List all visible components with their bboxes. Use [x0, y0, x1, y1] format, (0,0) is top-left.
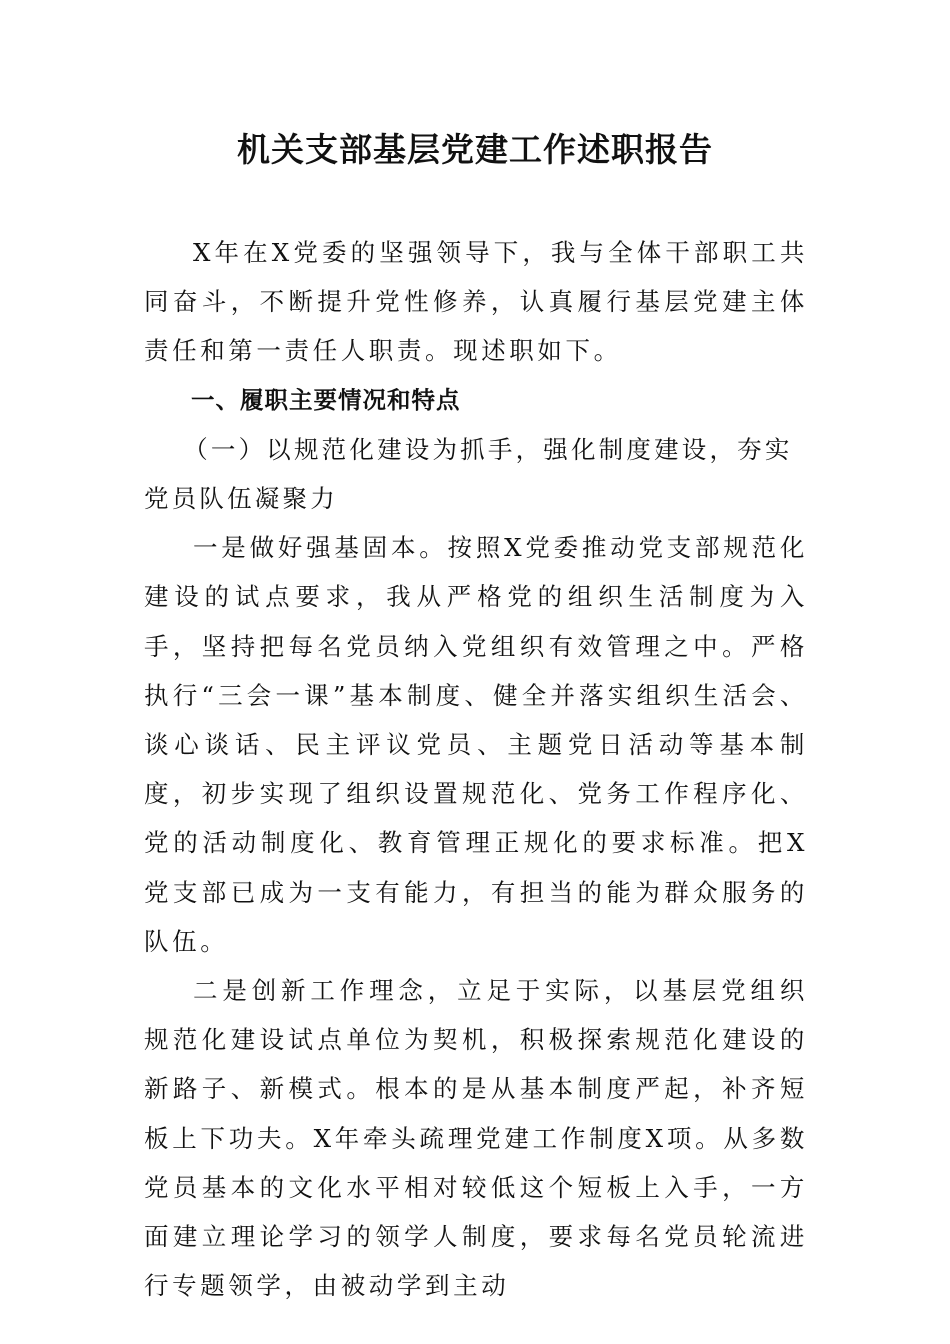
body-paragraph-1: 一是做好强基固本。按照X党委推动党支部规范化建设的试点要求，我从严格党的组织生活制度为入手，坚持把每名党员纳入党组织有效管理之中。严格执行“三会一课”基本制度、健全并落实组织生活会、谈心谈话、民主评议党员、主题党日活动等基本制度，初步实现了组织设置规范化、党务工作程序化、党的活动制度化、教育管理正规化的要求标准。把X党支部已成为一支有能力，有担当的能为群众服务的队伍。 [144, 533, 808, 956]
document-title: 机关支部基层党建工作述职报告 [237, 130, 713, 169]
document-body [144, 228, 808, 1310]
section-heading-1: 一、履职主要情况和特点 [191, 385, 461, 414]
intro-paragraph: X年在X党委的坚强领导下，我与全体干部职工共同奋斗，不断提升党性修养，认真履行基层党建主体责任和第一责任人职责。现述职如下。 [144, 238, 808, 366]
subsection-heading-1: （一）以规范化建设为抓手，强化制度建设，夯实党员队伍凝聚力 [144, 434, 793, 514]
body-paragraph-2: 二是创新工作理念，立足于实际，以基层党组织规范化建设试点单位为契机，积极探索规范化建设的新路子、新模式。根本的是从基本制度严起，补齐短板上下功夫。X年牵头疏理党建工作制度X项。从多数党员基本的文化水平相对较低这个短板上入手，一方面建立理论学习的领学人制度，要求每名党员轮流进行专题领学，由被动学到主动 [144, 976, 808, 1301]
